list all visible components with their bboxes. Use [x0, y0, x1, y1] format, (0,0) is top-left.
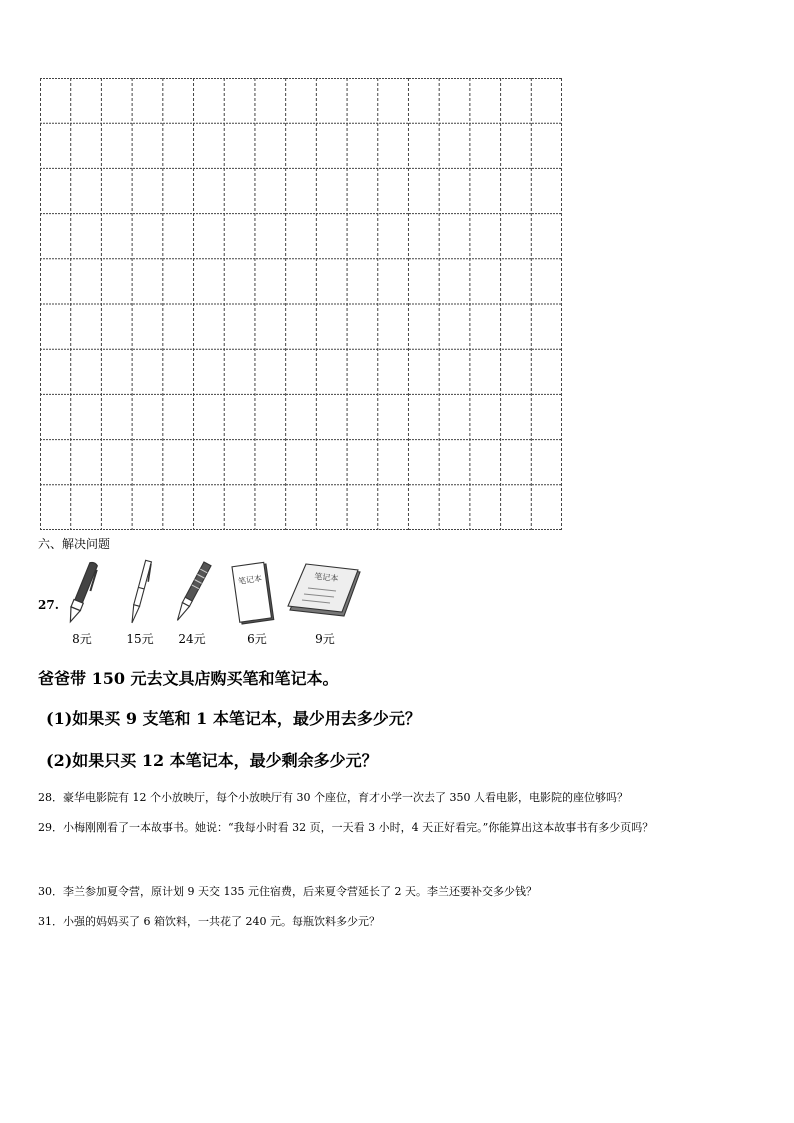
price-pen: 8元: [72, 632, 92, 646]
ballpoint-pen-icon: [120, 558, 160, 628]
price-notebook-small: 6元: [247, 632, 267, 646]
notebook-small-image: [228, 558, 280, 630]
section-title: 六、解决问题: [38, 537, 111, 551]
fountain-pen-icon: [172, 558, 212, 628]
notebook-small-icon: [228, 558, 280, 630]
question-29: 29．小梅刚刚看了一本故事书。她说：“我每小时看 32 页，一天看 3 小时，4 天正好看完。”你能算出这本故事书有多少页吗？: [38, 821, 654, 834]
question-27-intro: 爸爸带 150 元去文具店购买笔和笔记本。: [38, 669, 339, 688]
pen-image: [62, 558, 102, 628]
question-28: 28．豪华电影院有 12 个小放映厅，每个小放映厅有 30 个座位，育才小学一次去了 350 人看电影，电影院的座位够吗？: [38, 791, 628, 804]
question-27-part2: (2)如果只买 12 本笔记本，最少剩余多少元？: [46, 751, 378, 770]
question-27-part1: (1)如果买 9 支笔和 1 本笔记本，最少用去多少元？: [46, 709, 421, 728]
question-31: 31．小强的妈妈买了 6 箱饮料，一共花了 240 元。每瓶饮料多少元？: [38, 915, 380, 928]
fountain-pen-image: [172, 558, 212, 628]
price-ballpoint-pen: 15元: [126, 632, 154, 646]
writing-grid-svg: [40, 78, 562, 530]
notebook-large-image: [286, 558, 364, 624]
question-27-number: 27.: [38, 598, 59, 612]
ballpoint-pen-image: [120, 558, 160, 628]
notebook-large-label: 笔记本: [313, 571, 339, 584]
pen-icon: [62, 558, 102, 628]
price-notebook-large: 9元: [315, 632, 335, 646]
notebook-small-label: 笔记本: [237, 573, 263, 587]
writing-grid: [40, 78, 562, 530]
price-fountain-pen: 24元: [178, 632, 206, 646]
notebook-large-icon: [286, 558, 364, 624]
question-30: 30．李兰参加夏令营，原计划 9 天交 135 元住宿费，后来夏令营延长了 2 天。李兰还要补交多少钱？: [38, 885, 537, 898]
